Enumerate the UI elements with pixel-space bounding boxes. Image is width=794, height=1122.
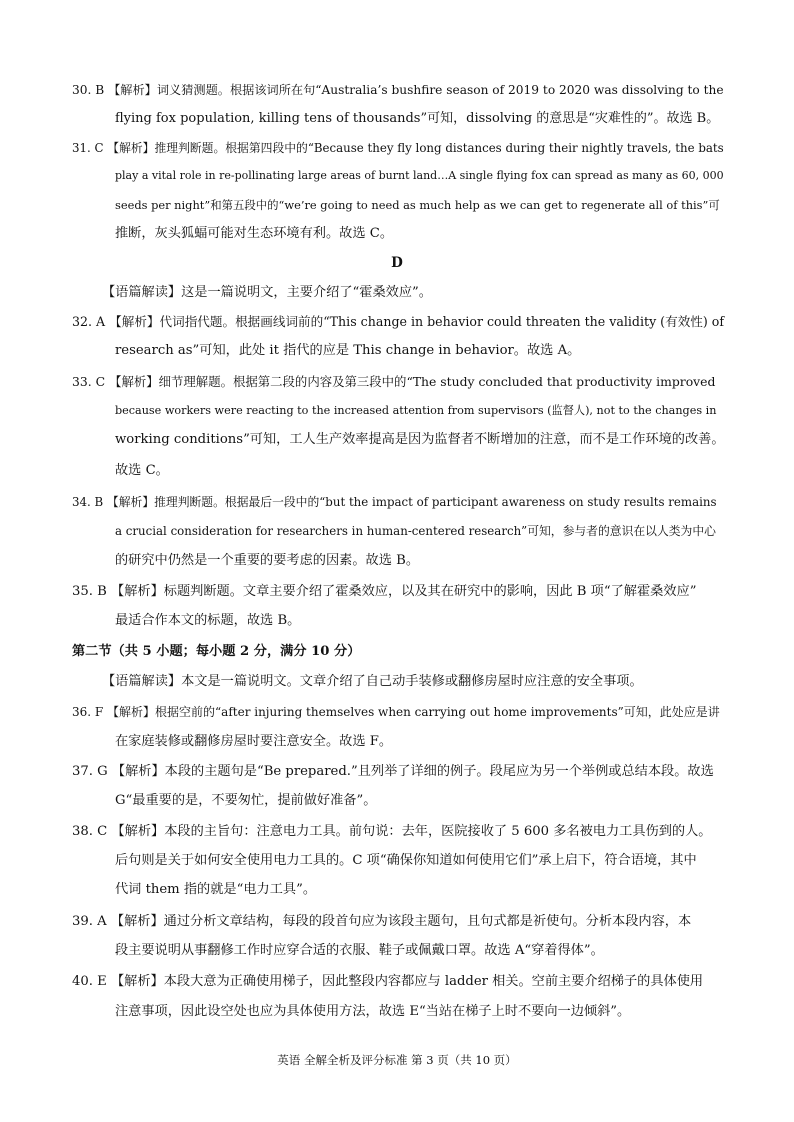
answer-37-line-2: G“最重要的是，不要匆忙，提前做好准备”。 bbox=[115, 793, 377, 808]
answer-34-line-2: a crucial consideration for researchers in human-centered research”可知，参与者的意识在以人类为中心 bbox=[115, 524, 716, 538]
answer-33-line-1: 33. C 【解析】细节理解题。根据第二段的内容及第三段中的“The study concluded that productivity improved bbox=[72, 374, 716, 389]
answer-33-line-3: working conditions”可知，工人生产效率提高是因为监督者不断增加的注意，而不是工作环境的改善。 bbox=[115, 432, 725, 447]
answer-37-line-1: 37. G 【解析】本段的主题句是“Be prepared.”且列举了详细的例子。段尾应为另一个举例或总结本段。故选 bbox=[72, 764, 714, 779]
answer-34-line-1: 34. B 【解析】推理判断题。根据最后一段中的“but the impact of participant awareness on study results remains bbox=[72, 495, 717, 509]
answer-31-line-2: play a vital role in re-pollinating large areas of burnt land…A single flying fox can spread as many as 60, 000 bbox=[115, 169, 724, 182]
answer-30-line-1: 30. B 【解析】词义猜测题。根据该词所在句“Australia’s bushfire season of 2019 to 2020 was dissolving to the bbox=[72, 83, 724, 97]
answer-38-line-1: 38. C 【解析】本段的主旨句：注意电力工具。前句说：去年，医院接收了 5 600 多名被电力工具伤到的人。 bbox=[72, 824, 712, 839]
answer-31-line-4: 推断，灰头狐蝠可能对生态环境有利。故选 C。 bbox=[115, 226, 394, 241]
answer-40-line-1: 40. E 【解析】本段大意为正确使用梯子，因此整段内容都应与 ladder 相关。空前主要介绍梯子的具体使用 bbox=[72, 974, 704, 989]
answer-39-line-2: 段主要说明从事翻修工作时应穿合适的衣服、鞋子或佩戴口罩。故选 A“穿着得体”。 bbox=[115, 943, 604, 958]
answer-32-line-2: research as”可知，此处 it 指代的应是 This change in behavior。故选 A。 bbox=[115, 343, 581, 358]
answer-36-line-1: 36. F 【解析】根据空前的“after injuring themselves when carrying out home improvements”可知，此处应是讲 bbox=[72, 705, 720, 719]
answer-40-line-2: 注意事项，因此设空处也应为具体使用方法，故选 E“当站在梯子上时不要向一边倾斜”。 bbox=[115, 1004, 631, 1019]
answer-38-line-2: 后句则是关于如何安全使用电力工具的。C 项“确保你知道如何使用它们”承上启下，符合语境，其中 bbox=[115, 853, 697, 868]
answer-38-line-3: 代词 them 指的就是“电力工具”。 bbox=[115, 882, 317, 897]
answer-30-line-2: flying fox population, killing tens of thousands”可知，dissolving 的意思是“灾难性的”。故选 B。 bbox=[115, 111, 720, 126]
section-d-heading: D bbox=[391, 255, 403, 271]
answer-35-line-2: 最适合作本文的标题，故选 B。 bbox=[115, 613, 301, 628]
answer-33-line-4: 故选 C。 bbox=[115, 463, 169, 478]
reading-2-summary: 【语篇解读】本文是一篇说明文。文章介绍了自己动手装修或翻修房屋时应注意的安全事项。 bbox=[102, 674, 643, 689]
answer-34-line-3: 的研究中仍然是一个重要的要考虑的因素。故选 B。 bbox=[115, 553, 420, 568]
page-footer: 英语 全解全析及评分标准 第 3 页（共 10 页） bbox=[277, 1053, 517, 1067]
answer-31-line-1: 31. C 【解析】推理判断题。根据第四段中的“Because they fly long distances during their nightly travels, the bats bbox=[72, 141, 724, 155]
answer-36-line-2: 在家庭装修或翻修房屋时要注意安全。故选 F。 bbox=[115, 734, 393, 749]
answer-31-line-3: seeds per night”和第五段中的“we’re going to need as much help as we can get to regenerate all of this”可 bbox=[115, 198, 720, 212]
answer-39-line-1: 39. A 【解析】通过分析文章结构，每段的段首句应为该段主题句，且句式都是祈使句。分析本段内容，本 bbox=[72, 914, 692, 929]
answer-33-line-2: because workers were reacting to the increased attention from supervisors (监督人), not to the changes in bbox=[115, 404, 717, 417]
section-2-heading: 第二节（共 5 小题；每小题 2 分，满分 10 分） bbox=[72, 644, 361, 659]
answer-35-line-1: 35. B 【解析】标题判断题。文章主要介绍了霍桑效应，以及其在研究中的影响，因此 B 项“了解霍桑效应” bbox=[72, 584, 697, 599]
answer-32-line-1: 32. A 【解析】代词指代题。根据画线词前的“This change in behavior could threaten the validity (有效性) of bbox=[72, 314, 725, 329]
reading-d-summary: 【语篇解读】这是一篇说明文，主要介绍了“霍桑效应”。 bbox=[102, 285, 432, 300]
